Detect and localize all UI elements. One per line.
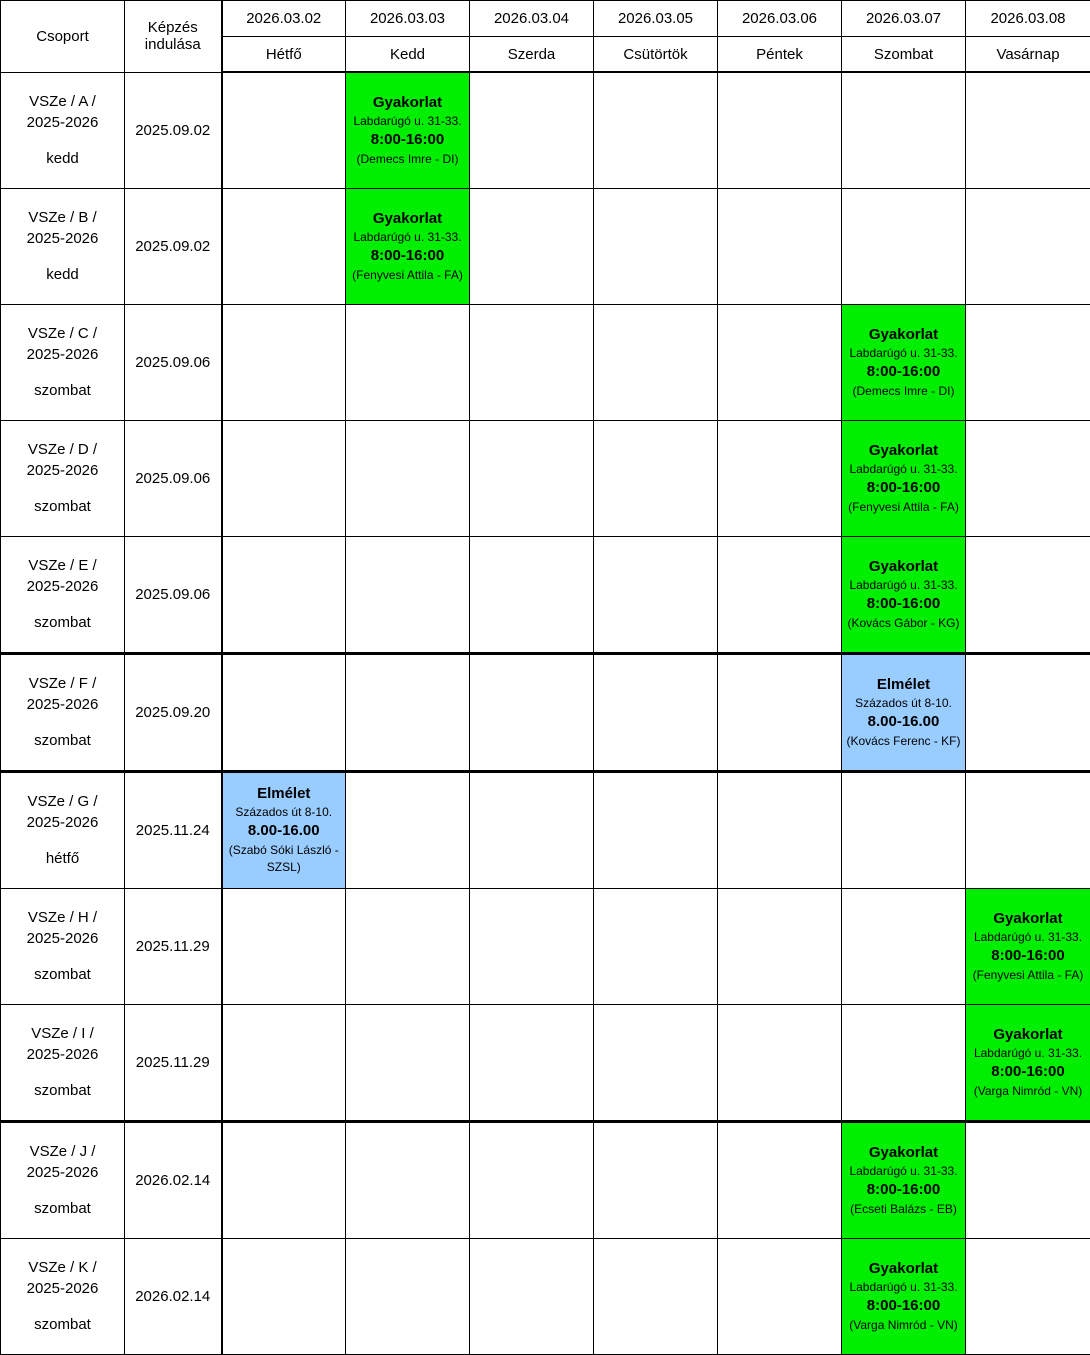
empty-cell — [718, 188, 842, 304]
group-year: 2025-2026 — [1, 576, 124, 597]
group-cell — [1, 72, 125, 188]
empty-cell — [594, 1004, 718, 1121]
header-date: 2026.03.02 — [222, 1, 346, 37]
group-row — [1, 1238, 1090, 1354]
event-title: Gyakorlat — [346, 93, 469, 113]
event-cell — [842, 420, 966, 536]
event-location: Százados út 8-10. — [842, 695, 965, 711]
group-year: 2025-2026 — [1, 1162, 124, 1183]
event-cell — [966, 888, 1090, 1004]
empty-cell — [718, 1121, 842, 1238]
empty-cell — [594, 188, 718, 304]
empty-cell — [222, 653, 346, 771]
group-name: VSZe / I / — [1, 1023, 124, 1044]
group-name: VSZe / D / — [1, 439, 124, 460]
event-time: 8:00-16:00 — [842, 1179, 965, 1201]
event-cell — [346, 188, 470, 304]
empty-cell — [594, 420, 718, 536]
event-title: Gyakorlat — [842, 441, 965, 461]
empty-cell — [470, 304, 594, 420]
start-date: 2025.11.29 — [125, 888, 222, 1004]
group-row — [1, 888, 1090, 1004]
empty-cell — [222, 888, 346, 1004]
header-start: Képzés indulása — [125, 1, 222, 73]
event-location: Százados út 8-10. — [223, 804, 346, 820]
event-time: 8:00-16:00 — [346, 245, 469, 267]
header-group: Csoport — [1, 1, 125, 73]
empty-cell — [594, 1238, 718, 1354]
empty-cell — [594, 536, 718, 653]
empty-cell — [842, 72, 966, 188]
empty-cell — [842, 188, 966, 304]
header-day: Csütörtök — [594, 37, 718, 73]
group-year: 2025-2026 — [1, 812, 124, 833]
group-day: szombat — [1, 380, 124, 401]
empty-cell — [966, 771, 1090, 888]
empty-cell — [222, 1004, 346, 1121]
group-name: VSZe / K / — [1, 1257, 124, 1278]
empty-cell — [718, 653, 842, 771]
event-title: Gyakorlat — [966, 1025, 1090, 1045]
group-day: hétfő — [1, 848, 124, 869]
event-time: 8.00-16.00 — [223, 820, 346, 842]
empty-cell — [594, 653, 718, 771]
empty-cell — [966, 420, 1090, 536]
group-year: 2025-2026 — [1, 344, 124, 365]
group-name: VSZe / H / — [1, 907, 124, 928]
empty-cell — [966, 188, 1090, 304]
start-date: 2025.11.29 — [125, 1004, 222, 1121]
group-row — [1, 420, 1090, 536]
event-location: Labdarúgó u. 31-33. — [842, 1279, 965, 1295]
empty-cell — [470, 653, 594, 771]
empty-cell — [346, 888, 470, 1004]
event-time: 8:00-16:00 — [966, 945, 1090, 967]
group-row — [1, 72, 1090, 188]
start-date: 2025.09.20 — [125, 653, 222, 771]
event-title: Elmélet — [842, 675, 965, 695]
group-name: VSZe / G / — [1, 791, 124, 812]
group-cell — [1, 1004, 125, 1121]
header-day: Hétfő — [222, 37, 346, 73]
header-day: Szombat — [842, 37, 966, 73]
empty-cell — [718, 771, 842, 888]
event-cell — [842, 653, 966, 771]
event-cell — [346, 72, 470, 188]
empty-cell — [470, 420, 594, 536]
group-name: VSZe / J / — [1, 1141, 124, 1162]
group-day: kedd — [1, 264, 124, 285]
empty-cell — [346, 1238, 470, 1354]
event-location: Labdarúgó u. 31-33. — [966, 1045, 1090, 1061]
group-name: VSZe / F / — [1, 673, 124, 694]
group-row — [1, 1004, 1090, 1121]
header-day: Péntek — [718, 37, 842, 73]
group-name: VSZe / A / — [1, 91, 124, 112]
header-date: 2026.03.03 — [346, 1, 470, 37]
event-time: 8.00-16.00 — [842, 711, 965, 733]
empty-cell — [842, 1004, 966, 1121]
start-date: 2025.09.06 — [125, 304, 222, 420]
empty-cell — [222, 420, 346, 536]
header-day: Kedd — [346, 37, 470, 73]
empty-cell — [222, 304, 346, 420]
empty-cell — [966, 1238, 1090, 1354]
event-cell — [842, 536, 966, 653]
group-day: szombat — [1, 496, 124, 517]
empty-cell — [718, 536, 842, 653]
empty-cell — [346, 653, 470, 771]
group-day: szombat — [1, 612, 124, 633]
event-time: 8:00-16:00 — [842, 1295, 965, 1317]
empty-cell — [222, 1238, 346, 1354]
event-teacher: (Kovács Gábor - KG) — [842, 615, 965, 632]
group-name: VSZe / B / — [1, 207, 124, 228]
group-name: VSZe / C / — [1, 323, 124, 344]
group-cell — [1, 888, 125, 1004]
header-date: 2026.03.08 — [966, 1, 1090, 37]
empty-cell — [346, 771, 470, 888]
group-day: kedd — [1, 148, 124, 169]
empty-cell — [718, 1004, 842, 1121]
event-cell — [842, 304, 966, 420]
event-location: Labdarúgó u. 31-33. — [346, 113, 469, 129]
event-teacher: (Demecs Imre - DI) — [346, 151, 469, 168]
group-row — [1, 304, 1090, 420]
empty-cell — [594, 771, 718, 888]
group-row — [1, 536, 1090, 653]
empty-cell — [346, 420, 470, 536]
header-date: 2026.03.05 — [594, 1, 718, 37]
empty-cell — [594, 304, 718, 420]
start-date: 2025.09.02 — [125, 72, 222, 188]
event-time: 8:00-16:00 — [346, 129, 469, 151]
empty-cell — [594, 888, 718, 1004]
group-year: 2025-2026 — [1, 460, 124, 481]
group-row — [1, 188, 1090, 304]
empty-cell — [470, 1121, 594, 1238]
event-cell — [966, 1004, 1090, 1121]
empty-cell — [470, 1238, 594, 1354]
event-location: Labdarúgó u. 31-33. — [842, 1163, 965, 1179]
group-day: szombat — [1, 1080, 124, 1101]
group-cell — [1, 771, 125, 888]
empty-cell — [594, 1121, 718, 1238]
header-day: Vasárnap — [966, 37, 1090, 73]
group-row — [1, 1121, 1090, 1238]
empty-cell — [470, 188, 594, 304]
start-date: 2026.02.14 — [125, 1121, 222, 1238]
event-location: Labdarúgó u. 31-33. — [842, 345, 965, 361]
empty-cell — [718, 888, 842, 1004]
header-date: 2026.03.04 — [470, 1, 594, 37]
event-title: Gyakorlat — [842, 557, 965, 577]
event-location: Labdarúgó u. 31-33. — [842, 577, 965, 593]
group-day: szombat — [1, 1314, 124, 1335]
group-year: 2025-2026 — [1, 1278, 124, 1299]
group-cell — [1, 420, 125, 536]
event-location: Labdarúgó u. 31-33. — [346, 229, 469, 245]
event-title: Gyakorlat — [842, 325, 965, 345]
empty-cell — [222, 536, 346, 653]
group-year: 2025-2026 — [1, 1044, 124, 1065]
event-teacher: (Varga Nimród - VN) — [966, 1083, 1090, 1100]
empty-cell — [718, 304, 842, 420]
event-teacher: (Kovács Ferenc - KF) — [842, 733, 965, 750]
event-cell — [842, 1238, 966, 1354]
group-cell — [1, 304, 125, 420]
event-time: 8:00-16:00 — [842, 477, 965, 499]
group-year: 2025-2026 — [1, 228, 124, 249]
event-teacher: (Szabó Sóki László - SZSL) — [223, 842, 346, 876]
empty-cell — [346, 1121, 470, 1238]
empty-cell — [966, 653, 1090, 771]
event-title: Gyakorlat — [842, 1143, 965, 1163]
event-teacher: (Fenyvesi Attila - FA) — [966, 967, 1090, 984]
group-row — [1, 771, 1090, 888]
group-day: szombat — [1, 964, 124, 985]
header-date: 2026.03.07 — [842, 1, 966, 37]
empty-cell — [222, 188, 346, 304]
start-date: 2025.09.06 — [125, 420, 222, 536]
schedule-body — [1, 72, 1090, 1354]
empty-cell — [966, 1121, 1090, 1238]
start-date: 2025.09.02 — [125, 188, 222, 304]
empty-cell — [470, 1004, 594, 1121]
event-title: Gyakorlat — [966, 909, 1090, 929]
event-teacher: (Varga Nimród - VN) — [842, 1317, 965, 1334]
event-time: 8:00-16:00 — [842, 361, 965, 383]
event-teacher: (Demecs Imre - DI) — [842, 383, 965, 400]
group-cell — [1, 1121, 125, 1238]
event-teacher: (Ecseti Balázs - EB) — [842, 1201, 965, 1218]
group-year: 2025-2026 — [1, 694, 124, 715]
empty-cell — [966, 304, 1090, 420]
event-title: Elmélet — [223, 784, 346, 804]
event-teacher: (Fenyvesi Attila - FA) — [346, 267, 469, 284]
empty-cell — [346, 304, 470, 420]
empty-cell — [718, 420, 842, 536]
empty-cell — [470, 72, 594, 188]
empty-cell — [470, 771, 594, 888]
empty-cell — [842, 771, 966, 888]
group-day: szombat — [1, 730, 124, 751]
empty-cell — [718, 72, 842, 188]
event-cell — [842, 1121, 966, 1238]
empty-cell — [718, 1238, 842, 1354]
empty-cell — [842, 888, 966, 1004]
event-time: 8:00-16:00 — [842, 593, 965, 615]
header-dates-row — [1, 1, 1090, 37]
group-cell — [1, 536, 125, 653]
group-day: szombat — [1, 1198, 124, 1219]
event-title: Gyakorlat — [346, 209, 469, 229]
empty-cell — [470, 536, 594, 653]
start-date: 2025.11.24 — [125, 771, 222, 888]
empty-cell — [222, 1121, 346, 1238]
header-date: 2026.03.06 — [718, 1, 842, 37]
empty-cell — [346, 1004, 470, 1121]
group-cell — [1, 188, 125, 304]
start-date: 2025.09.06 — [125, 536, 222, 653]
group-year: 2025-2026 — [1, 112, 124, 133]
header-day: Szerda — [470, 37, 594, 73]
event-time: 8:00-16:00 — [966, 1061, 1090, 1083]
empty-cell — [594, 72, 718, 188]
empty-cell — [966, 536, 1090, 653]
empty-cell — [966, 72, 1090, 188]
group-cell — [1, 653, 125, 771]
empty-cell — [346, 536, 470, 653]
group-year: 2025-2026 — [1, 928, 124, 949]
event-title: Gyakorlat — [842, 1259, 965, 1279]
group-row — [1, 653, 1090, 771]
group-cell — [1, 1238, 125, 1354]
event-cell — [222, 771, 346, 888]
start-date: 2026.02.14 — [125, 1238, 222, 1354]
event-location: Labdarúgó u. 31-33. — [966, 929, 1090, 945]
event-location: Labdarúgó u. 31-33. — [842, 461, 965, 477]
event-teacher: (Fenyvesi Attila - FA) — [842, 499, 965, 516]
empty-cell — [222, 72, 346, 188]
group-name: VSZe / E / — [1, 555, 124, 576]
empty-cell — [470, 888, 594, 1004]
